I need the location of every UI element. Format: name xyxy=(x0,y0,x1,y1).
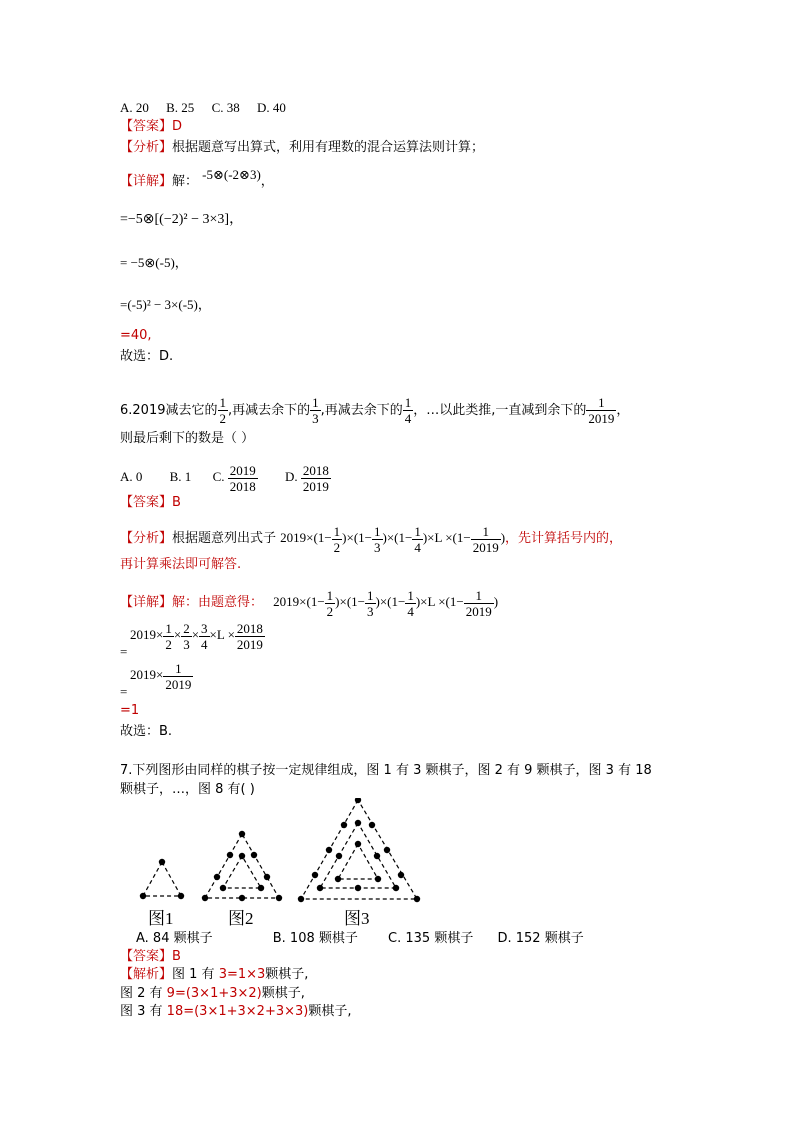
step2-formula: 2019× $\frac{1}{2019}$ xyxy=(130,660,192,692)
expr-line-2: =−5⊗[(−2)² − 3×3]， xyxy=(120,212,244,227)
q5-answer xyxy=(120,118,182,136)
q5-option-d: D. 40 xyxy=(256,100,286,115)
detail-tag: 【详解】 xyxy=(120,174,173,189)
q7-answer xyxy=(120,948,181,966)
q6-answer xyxy=(120,494,181,512)
q7-analysis-line3: 图 3 有 18=(3×1+3×2+3×3)颗棋子, xyxy=(120,1004,352,1019)
q5-option-b: B. 25 xyxy=(166,100,195,115)
q7-options xyxy=(136,930,584,948)
analysis-text: 根据题意写出算式，利用有理数的混合运算法则计算； xyxy=(172,140,485,155)
expr-line-1: -5⊗(-2⊗3) xyxy=(202,167,261,182)
step1-formula: 2019× $\frac{1}{2}$ × $\frac{2}{3}$ × $\frac{3}{4}$ ×L × $\frac{2018}{2019}$ xyxy=(130,620,263,652)
answer-value: B xyxy=(172,495,181,510)
fig1-label: 图1 xyxy=(148,909,174,928)
q6-analysis-line2: 再计算乘法即可解答. xyxy=(120,557,242,572)
q5-choose: 故选：D. xyxy=(120,349,174,364)
fig3-middle-triangle xyxy=(320,823,396,888)
eq-sign-2: = xyxy=(120,684,128,699)
q7-option-c: C. 135 颗棋子 xyxy=(388,931,474,946)
answer-tag: 【答案】 xyxy=(120,119,173,134)
q5-options xyxy=(120,99,300,117)
fig3-label: 图3 xyxy=(344,909,370,928)
q7-analysis-line2: 图 2 有 9=(3×1+3×2)颗棋子, xyxy=(120,986,305,1001)
q5-detail: 【详解】解： -5⊗(-2⊗3)， xyxy=(120,167,274,189)
analysis-tag: 【分析】 xyxy=(120,531,173,546)
fig2-inner-triangle xyxy=(223,856,261,888)
q5-option-a: A. 20 xyxy=(120,100,149,115)
q6-detail: 【详解】解：由题意得： 2019×(1− $\frac{1}{2}$ )×(1− $\frac{1}{3}$ )×(1− $\frac{1}{4}$ )×L ×(1− $\frac{1}{2019}$ ) xyxy=(120,587,499,619)
answer-tag: 【答案】 xyxy=(120,949,173,964)
fig3-outer-triangle xyxy=(301,800,417,899)
q6-options xyxy=(120,460,331,494)
answer-tag: 【答案】 xyxy=(120,495,173,510)
eq-sign-1: = xyxy=(120,644,128,659)
q6-option-d-fraction: $\frac{2018}{2019}$ xyxy=(302,462,329,494)
detail-formula: 2019×(1− $\frac{1}{2}$ )×(1− $\frac{1}{3}$ )×(1− $\frac{1}{4}$ )×L ×(1− $\frac{1}{2019}$ ) xyxy=(273,587,499,619)
fraction-third: $\frac{1}{3}$ xyxy=(312,395,319,426)
q7-stem-line2: 颗棋子，…，图 8 有( ) xyxy=(120,782,255,797)
analysis-tag: 【分析】 xyxy=(120,140,173,155)
fraction-quarter: $\frac{1}{4}$ xyxy=(404,395,412,426)
q7-option-b: B. 108 颗棋子 xyxy=(272,931,358,946)
analysis-tag: 【解析】 xyxy=(120,967,173,982)
q6-analysis: 【分析】根据题意列出式子 2019×(1− $\frac{1}{2}$ )×(1− $\frac{1}{3}$ )×(1− $\frac{1}{4}$ )×L ×(1− $\frac{1}{2019}$ )，先计算括号内的， xyxy=(120,523,623,555)
q6-stem-line2: 则最后剩下的数是（ ） xyxy=(120,431,255,446)
fig1-triangle xyxy=(143,862,181,896)
product-formula: 2019×(1− $\frac{1}{2}$ )×(1− $\frac{1}{3}$ )×(1− $\frac{1}{4}$ )×L ×(1− $\frac{1}{2019}$ ) xyxy=(280,523,506,555)
q6-option-d: D. xyxy=(284,469,298,484)
detail-lead: 解： xyxy=(172,174,199,189)
fraction-last: $\frac{1}{2019}$ xyxy=(588,395,615,426)
answer-value: B xyxy=(172,949,181,964)
q7-analysis-line1: 【解析】图 1 有 3=1×3颗棋子, xyxy=(120,967,309,982)
answer-value: D xyxy=(172,119,183,134)
q7-option-d: D. 152 颗棋子 xyxy=(497,931,584,946)
q6-result: =1 xyxy=(120,703,140,718)
q6-option-b: B. 1 xyxy=(169,469,192,484)
expr-line-3: = −5⊗(-5)， xyxy=(120,255,188,270)
q6-option-c-fraction: $\frac{2019}{2018}$ xyxy=(229,462,256,494)
fig3-inner-triangle xyxy=(338,844,378,879)
q6-stem: 6.2019减去它的 $\frac{1}{2}$ ,再减去余下的 $\frac{1}{3}$ ,再减去余下的 $\frac{1}{4}$ ，…以此类推,一直减到余下的 $\frac{1}{2019}$ ， xyxy=(120,395,630,426)
fig2-label: 图2 xyxy=(228,909,254,928)
expr-line-4: =(-5)² − 3×(-5)， xyxy=(120,297,211,312)
q7-option-a: A. 84 颗棋子 xyxy=(136,931,213,946)
q5-result: =40, xyxy=(120,328,152,343)
q5-analysis xyxy=(120,139,484,157)
q6-choose: 故选：B. xyxy=(120,724,173,739)
q5-option-c: C. 38 xyxy=(211,100,240,115)
fraction-half: $\frac{1}{2}$ xyxy=(219,395,226,426)
detail-tag: 【详解】 xyxy=(120,595,173,610)
q6-option-c: C. xyxy=(212,469,225,484)
q6-option-a: A. 0 xyxy=(120,469,143,484)
q7-stem-line1: 7.下列图形由同样的棋子按一定规律组成，图 1 有 3 颗棋子，图 2 有 9 颗棋子，图 3 有 18 xyxy=(120,763,652,778)
